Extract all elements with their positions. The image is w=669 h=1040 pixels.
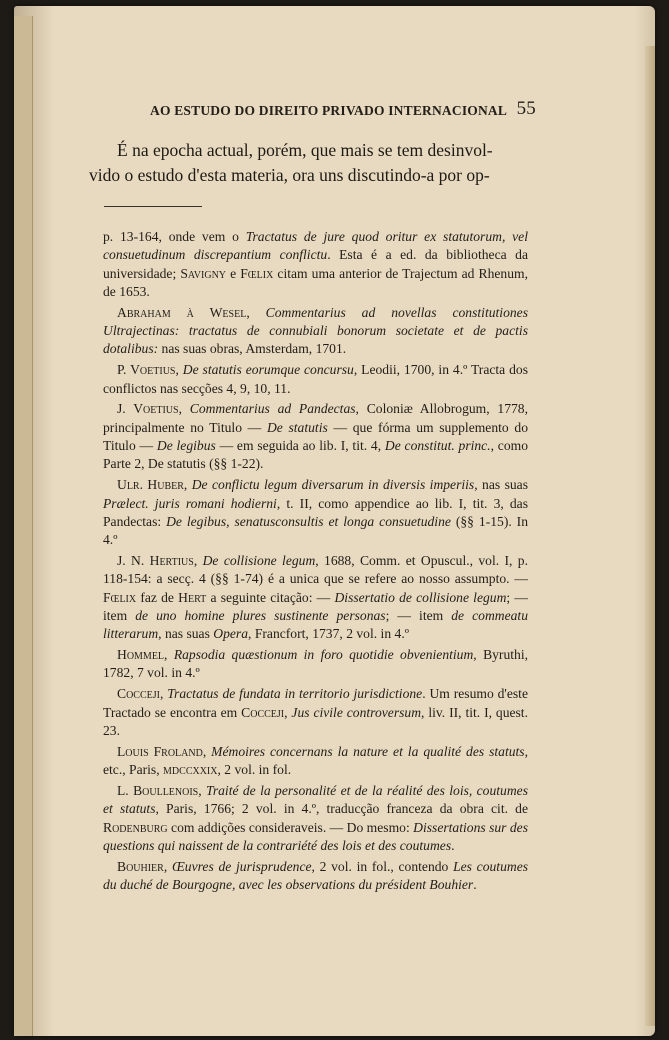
footnote-paragraph [103,858,528,895]
work-title: De legibus [156,438,216,454]
author-name: J. Voetius [117,401,179,417]
footnote-text: p. 13-164, onde vem o [103,229,246,244]
page-edge [645,46,655,1026]
footnote-text: , 2 vol. in fol., contendo [311,858,454,874]
author-name: P. Voetius [117,362,176,378]
footnote-text: , [193,553,203,569]
footnote-text: , [178,401,190,417]
work-title: de uno homine plures sustinente personas [135,607,386,623]
work-title: De statutis eorumque concursu [182,362,354,378]
footnote-text: , [175,362,183,378]
work-title: De statutis [266,419,328,435]
author-name: Savigny [180,265,227,281]
footnote-text: a seguinte citação: — [206,589,335,605]
author-name: Fœlix [240,265,274,281]
work-title: De conflictu legum diversarum in diversis imperiis [191,477,475,493]
footnote-paragraph [103,646,528,683]
author-name: Cocceji [241,704,285,720]
work-title: Tractatus de fundata in territorio jurisdictione [167,686,423,702]
author-name: Cocceji [117,686,160,702]
footnote-text: , nas suas [474,477,529,493]
running-title: AO ESTUDO DO DIREITO PRIVADO INTERNACIONAL [150,103,508,118]
work-title: De legibus, senatusconsultis et longa consuetudine [166,513,451,529]
footnote-text: ; — item [385,607,452,623]
footnote-text: com addições consideraveis. — Do mesmo: [167,819,414,835]
work-title: Dissertatio de collisione legum [334,589,507,605]
footnote-text: , [246,304,266,320]
footnote-text: ; — item [103,589,528,623]
author-name: Abraham à Wesel [117,304,247,320]
footnote-text: , Francfort, 1737, 2 vol. in 4.º [248,626,409,642]
body-line: É na epocha actual, porém, que mais se tem desinvol- [117,140,493,160]
page-number: 55 [516,98,536,119]
footnote-text: , como Parte 2, De statutis (§§ 1-22). [103,438,528,472]
roman-numeral-year: mdccxxix [163,762,218,778]
body-paragraph [89,138,527,188]
footnotes [103,228,528,897]
footnote-text: . [473,877,477,893]
footnote-text: , Leodii, 1700, in 4.º Tracta dos conflictos nas secções 4, 9, 10, 11. [103,362,528,396]
footnote-text: e [226,265,241,281]
footnote-text: citam uma anterior de Trajectum ad Rhenum, de 1653. [103,265,528,299]
footnote-text: , etc., Paris, [103,743,528,778]
work-title: Traité de la personalité et de la réalité des lois, coutumes et statuts [103,782,528,817]
work-title: Les coutumes du duché de Bourgogne, avec les observations du président Bouhier [103,858,529,893]
footnote-text: (§§ 1-15). In 4.º [103,513,529,548]
work-title: Tractatus de jure quod oritur ex statutorum, vel consuetudinum discrepantium conflictu [103,229,528,263]
footnote-paragraph [103,361,528,398]
footnote-text: , liv. II, tit. I, quest. 23. [103,704,528,738]
work-title: Mémoires concernans la nature et la qualité des statuts [211,743,525,759]
author-name: J. N. Hertius [117,553,194,569]
footnote-text: , [163,858,172,874]
footnote-text: . Um resumo d'este Tractado se encontra em [103,686,528,720]
footnote-paragraph [103,685,528,740]
author-name: Bouhier [117,858,164,874]
footnote-text: , [159,686,168,702]
footnote-paragraph [103,304,528,359]
footnote-text: , [202,743,212,759]
work-title: Prælect. juris romani hodierni [103,495,277,511]
footnote-text: . [451,837,455,853]
body-text [89,138,527,188]
footnote-paragraph [103,476,528,549]
footnote-text: nas suas obras, Amsterdam, 1701. [158,341,347,357]
author-name: Louis Froland [117,743,203,759]
footnote-text: , Byruthi, 1782, 7 vol. in 4.º [103,647,529,681]
footnote-text: , [164,647,174,663]
footnote-paragraph [103,228,528,301]
footnote-text: , 2 vol. in fol. [217,762,292,778]
footnote-paragraph [103,552,528,643]
work-title: Dissertations sur des questions qui naissent de la contrariété des lois et des coutumes [103,819,528,853]
footnote-paragraph [103,782,528,855]
footnote-text: , [183,477,192,493]
work-title: De collisione legum [202,553,316,569]
work-title: Œuvres de jurisprudence [171,858,312,874]
footnote-text: , [284,704,292,720]
footnote-divider [104,206,202,207]
footnote-paragraph [103,400,528,473]
footnote-text: , t. II, como appendice ao lib. I, tit. 3, das Pandectas: [103,495,529,529]
body-line: vido o estudo d'esta materia, ora uns discutindo-a por op- [89,165,490,185]
footnote-text: , Paris, 1766; 2 vol. in 4.º, traducção franceza da obra cit. de [155,801,528,817]
footnote-text: , 1688, Comm. et Opuscul., vol. I, p. 118-154: a secç. 4 (§§ 1-74) é a unica que se refere ao nosso assumpto. — [103,553,528,587]
author-name: Fœlix [103,589,137,605]
footnote-text: , nas suas [158,626,214,642]
footnote-text: , [198,782,207,798]
work-title: Commentarius ad Pandectas [189,401,356,417]
footnote-text: , Coloniæ Allobrogum, 1778, principalmente no Titulo — [103,401,528,435]
author-name: L. Boullenois [117,782,199,798]
work-title: Jus civile controversum [291,704,422,720]
footnote-text: — que fórma um supplemento do Titulo — [103,419,528,454]
footnote-text: . Esta é a ed. da bibliotheca da universidade; [103,247,528,281]
author-name: Ulr. Huber [117,477,184,493]
footnote-paragraph [103,743,528,780]
work-title: Commentarius ad novellas constitutiones Ultrajectinas: tractatus de connubiali bonorum societate et de pactis dotalibus: [103,304,528,357]
footnote-text: — em seguida ao lib. I, tit. 4, [215,438,385,454]
author-name: Hert [178,589,207,605]
author-name: Rodenburg [103,819,168,835]
work-title: Rapsodia quæstionum in foro quotidie obvenientium [173,647,474,663]
work-title: de commeatu litterarum [103,607,528,642]
work-title: De constitut. princ. [384,438,491,454]
footnote-text: faz de [136,589,179,605]
page-gutter [14,16,33,1036]
work-title: Opera [213,626,249,642]
author-name: Hommel [117,647,165,663]
